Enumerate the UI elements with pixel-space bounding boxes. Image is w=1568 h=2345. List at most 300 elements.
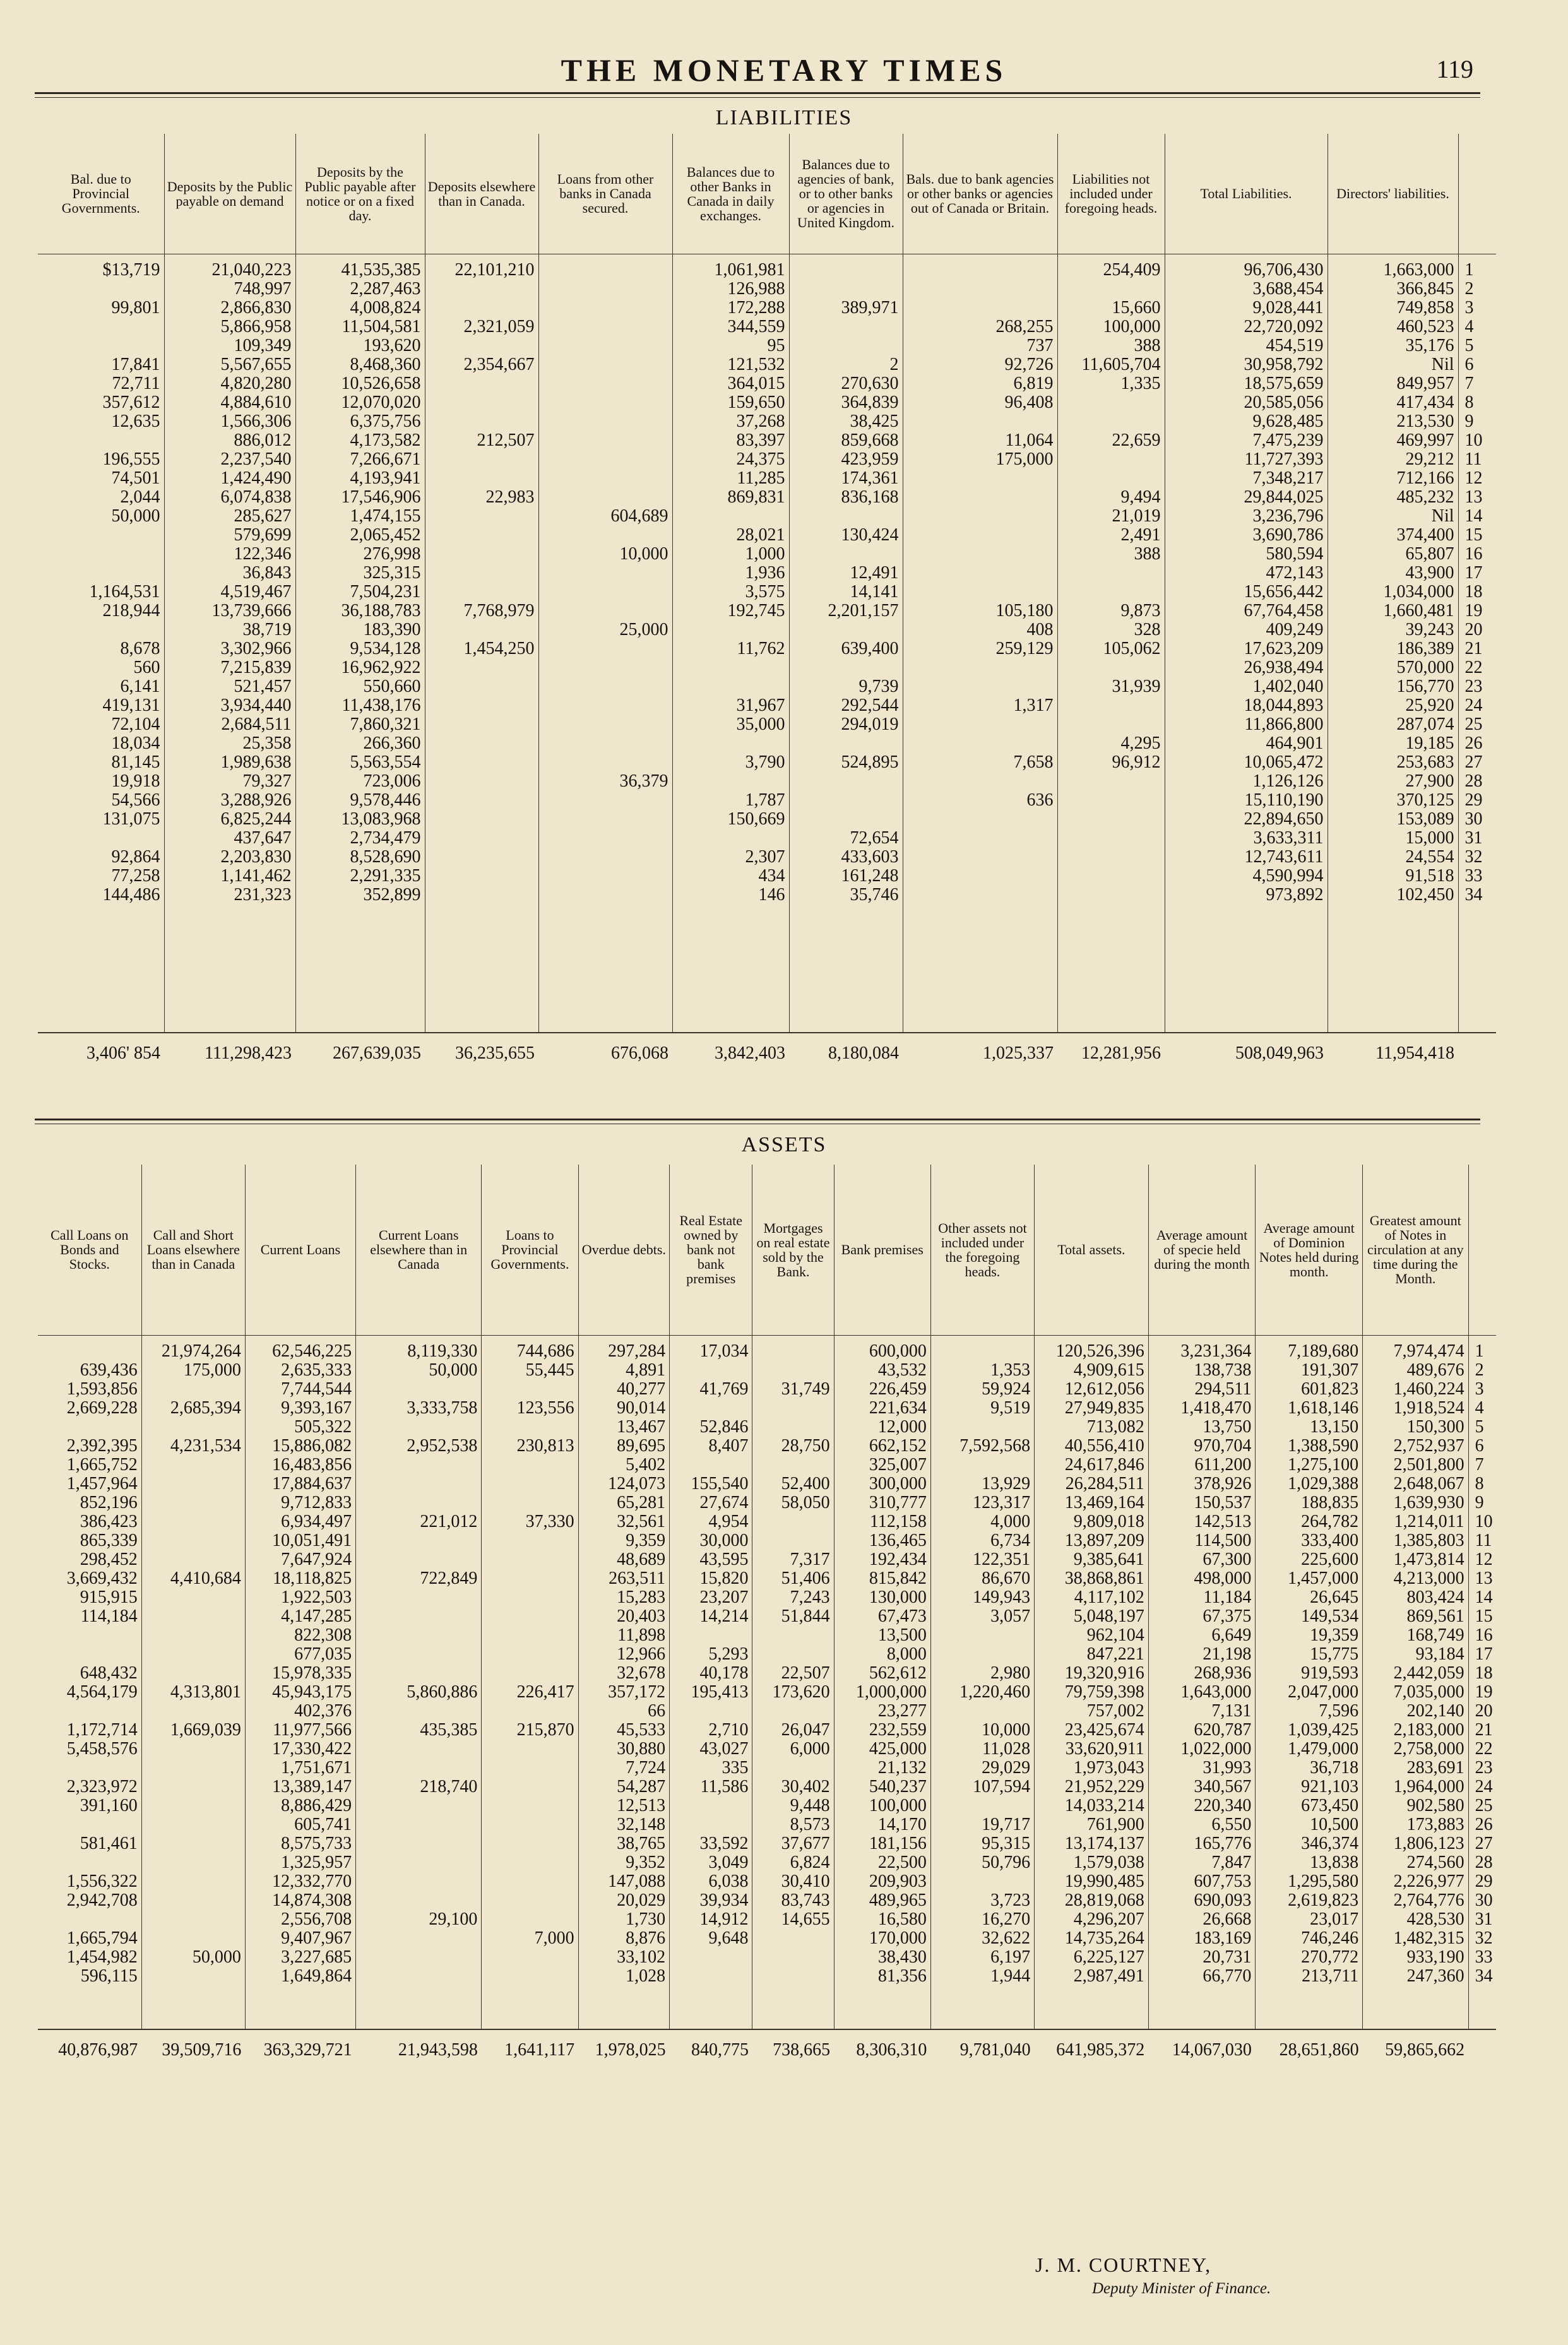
liabilities-cell bbox=[428, 526, 535, 545]
liabilities-cell: 4,884,610 bbox=[220, 392, 292, 412]
assets-cell: 5,048,197 bbox=[1073, 1606, 1144, 1626]
liabilities-column-header: Deposits by the Public payable after notice or on a fixed day. bbox=[295, 134, 425, 254]
assets-cell: 4,117,102 bbox=[1074, 1587, 1144, 1607]
liabilities-cell: 2,734,479 bbox=[350, 828, 421, 848]
assets-cell: 173,620 bbox=[772, 1682, 830, 1702]
assets-cell: 425,000 bbox=[869, 1738, 927, 1759]
assets-cell: 3,723 bbox=[990, 1890, 1031, 1910]
assets-cell: 13,389,147 bbox=[272, 1776, 352, 1796]
assets-cell: 13,467 bbox=[617, 1416, 666, 1437]
liabilities-cell: 4,173,582 bbox=[350, 430, 421, 450]
liabilities-cell: 150,669 bbox=[727, 809, 785, 829]
assets-cell: 7,317 bbox=[790, 1549, 830, 1569]
assets-cell: 310,777 bbox=[869, 1492, 927, 1512]
liabilities-cell bbox=[428, 810, 535, 829]
liabilities-cell: 12,635 bbox=[111, 411, 160, 431]
liabilities-cell bbox=[428, 299, 535, 318]
liabilities-cell bbox=[428, 696, 535, 715]
assets-cell: 31,993 bbox=[1203, 1757, 1252, 1778]
assets-cell bbox=[145, 1891, 241, 1910]
assets-cell: 2,556,708 bbox=[281, 1909, 352, 1929]
liabilities-cell: 20,585,056 bbox=[1244, 392, 1324, 412]
liabilities-cell: 43,900 bbox=[1405, 562, 1454, 583]
assets-cell: 16,270 bbox=[982, 1909, 1031, 1929]
assets-cell: 218,740 bbox=[420, 1776, 478, 1796]
assets-cell: 2,752,937 bbox=[1393, 1435, 1464, 1456]
liabilities-cell: 21,019 bbox=[1112, 506, 1161, 526]
liabilities-total: 508,049,963 bbox=[1165, 1033, 1327, 1074]
assets-cell: 26,047 bbox=[781, 1719, 830, 1740]
assets-cell: 215,870 bbox=[516, 1719, 574, 1740]
assets-cell: 902,580 bbox=[1406, 1795, 1464, 1815]
assets-cell: 209,903 bbox=[869, 1871, 927, 1891]
assets-cell: 29,029 bbox=[982, 1757, 1031, 1778]
assets-cell: 297,284 bbox=[608, 1341, 666, 1361]
liabilities-cell: 259,129 bbox=[995, 638, 1054, 658]
assets-cell bbox=[145, 1967, 241, 1986]
liabilities-cell: 25,358 bbox=[242, 733, 292, 753]
liabilities-row-number: 9 bbox=[1464, 411, 1474, 431]
assets-cell: 14,170 bbox=[877, 1814, 927, 1834]
assets-cell: 9,712,833 bbox=[281, 1492, 352, 1512]
liabilities-cell: 91,518 bbox=[1405, 865, 1454, 886]
liabilities-cell bbox=[428, 280, 535, 299]
liabilities-cell: 253,683 bbox=[1396, 752, 1454, 772]
assets-cell: 13,897,209 bbox=[1064, 1530, 1144, 1550]
liabilities-cell bbox=[428, 658, 535, 677]
section-rule bbox=[35, 1119, 1480, 1120]
assets-cell: 13,469,164 bbox=[1064, 1492, 1144, 1512]
liabilities-cell bbox=[542, 829, 668, 848]
liabilities-cell bbox=[906, 829, 1054, 848]
assets-cell: 142,513 bbox=[1194, 1511, 1252, 1531]
assets-cell: 21,198 bbox=[1203, 1644, 1252, 1664]
liabilities-column bbox=[1458, 254, 1496, 1033]
liabilities-cell bbox=[675, 507, 785, 526]
assets-column-header bbox=[1468, 1165, 1496, 1335]
assets-cell: 761,900 bbox=[1086, 1814, 1144, 1834]
assets-column-header: Greatest amount of Notes in circulation at any time during the Month. bbox=[1363, 1165, 1469, 1335]
assets-cell: 2,442,059 bbox=[1393, 1663, 1464, 1683]
liabilities-cell: 434 bbox=[758, 865, 785, 886]
liabilities-cell bbox=[428, 620, 535, 639]
assets-cell: 66 bbox=[648, 1701, 666, 1721]
liabilities-cell bbox=[1060, 867, 1161, 886]
assets-cell bbox=[484, 1626, 574, 1645]
assets-cell: 114,184 bbox=[80, 1606, 138, 1626]
assets-cell: 11,898 bbox=[617, 1625, 666, 1645]
assets-cell: 8,407 bbox=[708, 1435, 749, 1456]
liabilities-cell: 15,000 bbox=[1405, 828, 1454, 848]
assets-row-number: 34 bbox=[1475, 1966, 1493, 1986]
assets-cell: 43,595 bbox=[699, 1549, 749, 1569]
assets-cell bbox=[359, 1929, 477, 1948]
assets-cell bbox=[672, 1967, 748, 1986]
liabilities-cell: 156,770 bbox=[1396, 676, 1454, 696]
liabilities-cell: 1,000 bbox=[745, 543, 785, 564]
liabilities-column bbox=[295, 254, 425, 1033]
liabilities-row-number: 19 bbox=[1464, 600, 1483, 620]
assets-cell: 6,225,127 bbox=[1073, 1947, 1144, 1967]
assets-table bbox=[38, 1165, 1496, 2070]
assets-row-number: 27 bbox=[1475, 1833, 1493, 1853]
liabilities-total bbox=[1458, 1033, 1496, 1074]
liabilities-cell bbox=[542, 412, 668, 431]
liabilities-cell bbox=[1060, 583, 1161, 602]
liabilities-cell: 79,327 bbox=[242, 771, 292, 791]
assets-cell bbox=[359, 1607, 477, 1626]
assets-cell: 9,393,167 bbox=[281, 1398, 352, 1418]
assets-cell: 757,002 bbox=[1086, 1701, 1144, 1721]
liabilities-cell bbox=[542, 583, 668, 602]
liabilities-total: 111,298,423 bbox=[164, 1033, 295, 1074]
assets-cell: 32,678 bbox=[617, 1663, 666, 1683]
assets-cell bbox=[145, 1512, 241, 1531]
assets-cell bbox=[484, 1967, 574, 1986]
liabilities-cell: 54,566 bbox=[111, 790, 160, 810]
liabilities-cell: 2,491 bbox=[1120, 525, 1161, 545]
liabilities-cell: 639,400 bbox=[841, 638, 899, 658]
assets-cell: 3,333,758 bbox=[407, 1398, 478, 1418]
liabilities-cell: 570,000 bbox=[1396, 657, 1454, 677]
liabilities-cell: 99,801 bbox=[111, 297, 160, 318]
assets-cell: 120,526,396 bbox=[1055, 1341, 1144, 1361]
assets-cell: 19,717 bbox=[982, 1814, 1031, 1834]
assets-column bbox=[834, 1335, 930, 2029]
assets-cell bbox=[484, 1645, 574, 1664]
assets-cell: 1,029,388 bbox=[1288, 1473, 1359, 1493]
liabilities-cell bbox=[542, 734, 668, 753]
assets-total: 1,641,117 bbox=[482, 2029, 578, 2070]
liabilities-cell: 4,590,994 bbox=[1252, 865, 1324, 886]
assets-cell: 39,934 bbox=[699, 1890, 749, 1910]
assets-cell: 1,918,524 bbox=[1393, 1398, 1464, 1418]
liabilities-cell bbox=[542, 658, 668, 677]
liabilities-cell bbox=[428, 772, 535, 791]
assets-cell bbox=[755, 1929, 829, 1948]
assets-cell bbox=[755, 1531, 829, 1550]
assets-cell: 16,580 bbox=[877, 1909, 927, 1929]
assets-total: 641,985,372 bbox=[1035, 2029, 1149, 2070]
liabilities-row-number: 27 bbox=[1464, 752, 1483, 772]
assets-cell bbox=[672, 1815, 748, 1834]
assets-row-number: 32 bbox=[1475, 1928, 1493, 1948]
assets-row-number: 12 bbox=[1475, 1549, 1493, 1569]
assets-cell: 562,612 bbox=[869, 1663, 927, 1683]
assets-cell: 40,556,410 bbox=[1064, 1435, 1144, 1456]
liabilities-cell: 464,901 bbox=[1266, 733, 1324, 753]
liabilities-cell: 11,727,393 bbox=[1244, 449, 1324, 469]
assets-row-number: 29 bbox=[1475, 1871, 1493, 1891]
assets-cell: 1,618,146 bbox=[1288, 1398, 1359, 1418]
liabilities-cell bbox=[1060, 810, 1161, 829]
liabilities-cell: 159,650 bbox=[727, 392, 785, 412]
assets-cell bbox=[145, 1702, 241, 1721]
liabilities-cell bbox=[40, 545, 160, 564]
liabilities-cell: 15,660 bbox=[1112, 297, 1161, 318]
assets-cell: 1,172,714 bbox=[66, 1719, 138, 1740]
liabilities-total: 8,180,084 bbox=[789, 1033, 903, 1074]
assets-cell bbox=[934, 1342, 1030, 1361]
liabilities-cell: Nil bbox=[1431, 354, 1454, 374]
assets-cell: 1,460,224 bbox=[1393, 1379, 1464, 1399]
assets-cell: 1,454,982 bbox=[66, 1947, 138, 1967]
assets-cell bbox=[359, 1550, 477, 1569]
liabilities-cell: 4,519,467 bbox=[220, 581, 292, 602]
assets-row-number: 19 bbox=[1475, 1682, 1493, 1702]
assets-row-number: 20 bbox=[1475, 1701, 1493, 1721]
liabilities-cell: 344,559 bbox=[727, 316, 785, 336]
liabilities-cell: 81,145 bbox=[111, 752, 160, 772]
liabilities-cell: 4,193,941 bbox=[350, 468, 421, 488]
assets-row-number: 11 bbox=[1475, 1530, 1492, 1550]
liabilities-cell: 175,000 bbox=[995, 449, 1054, 469]
liabilities-total: 1,025,337 bbox=[903, 1033, 1057, 1074]
assets-cell: 677,035 bbox=[294, 1644, 352, 1664]
assets-cell: 2,758,000 bbox=[1393, 1738, 1464, 1759]
assets-cell: 147,088 bbox=[608, 1871, 666, 1891]
assets-cell bbox=[359, 1456, 477, 1475]
assets-cell: 83,743 bbox=[781, 1890, 830, 1910]
assets-cell: 65,281 bbox=[617, 1492, 666, 1512]
assets-cell: 2,987,491 bbox=[1073, 1966, 1144, 1986]
assets-cell: 2,392,395 bbox=[66, 1435, 138, 1456]
liabilities-cell: 1,034,000 bbox=[1383, 581, 1454, 602]
liabilities-cell: 19,185 bbox=[1405, 733, 1454, 753]
assets-cell: 1,973,043 bbox=[1073, 1757, 1144, 1778]
liabilities-row-number: 4 bbox=[1464, 316, 1474, 336]
assets-cell: 12,332,770 bbox=[272, 1871, 352, 1891]
assets-cell: 7,243 bbox=[790, 1587, 830, 1607]
assets-cell bbox=[484, 1778, 574, 1796]
liabilities-cell bbox=[1060, 658, 1161, 677]
assets-cell bbox=[755, 1759, 829, 1778]
liabilities-cell bbox=[675, 677, 785, 696]
assets-cell: 1,295,580 bbox=[1288, 1871, 1359, 1891]
liabilities-cell: 287,074 bbox=[1396, 714, 1454, 734]
assets-cell: 268,936 bbox=[1194, 1663, 1252, 1683]
liabilities-cell: 849,957 bbox=[1396, 373, 1454, 393]
assets-row-number: 18 bbox=[1475, 1663, 1493, 1683]
assets-cell: 3,057 bbox=[990, 1606, 1031, 1626]
assets-cell: 325,007 bbox=[869, 1454, 927, 1475]
liabilities-total: 267,639,035 bbox=[295, 1033, 425, 1074]
assets-cell: 15,283 bbox=[617, 1587, 666, 1607]
assets-cell: 168,749 bbox=[1406, 1625, 1464, 1645]
assets-cell: 2,685,394 bbox=[170, 1398, 241, 1418]
liabilities-cell bbox=[428, 507, 535, 526]
assets-cell: 93,184 bbox=[1415, 1644, 1464, 1664]
assets-cell: 123,556 bbox=[516, 1398, 574, 1418]
liabilities-row-number: 30 bbox=[1464, 809, 1483, 829]
liabilities-cell: 454,519 bbox=[1266, 335, 1324, 355]
liabilities-cell: 560 bbox=[133, 657, 160, 677]
assets-cell: 11,028 bbox=[982, 1738, 1031, 1759]
assets-cell: 13,174,137 bbox=[1064, 1833, 1144, 1853]
assets-cell: 915,915 bbox=[80, 1587, 138, 1607]
assets-cell bbox=[359, 1418, 477, 1437]
liabilities-cell: 579,699 bbox=[234, 525, 292, 545]
assets-cell: 2,619,823 bbox=[1288, 1890, 1359, 1910]
assets-cell: 2,669,228 bbox=[66, 1398, 138, 1418]
assets-cell: 746,246 bbox=[1301, 1928, 1359, 1948]
assets-row-number: 33 bbox=[1475, 1947, 1493, 1967]
assets-cell: 2,501,800 bbox=[1393, 1454, 1464, 1475]
liabilities-cell bbox=[542, 526, 668, 545]
assets-cell: 138,738 bbox=[1194, 1360, 1252, 1380]
assets-cell bbox=[359, 1759, 477, 1778]
assets-cell: 2,226,977 bbox=[1393, 1871, 1464, 1891]
assets-cell bbox=[934, 1645, 1030, 1664]
liabilities-cell: 50,000 bbox=[111, 506, 160, 526]
assets-cell: 10,000 bbox=[982, 1719, 1031, 1740]
assets-cell bbox=[145, 1796, 241, 1815]
liabilities-cell: 1,660,481 bbox=[1383, 600, 1454, 620]
liabilities-cell bbox=[428, 564, 535, 583]
liabilities-column bbox=[789, 254, 903, 1033]
assets-cell: 1,022,000 bbox=[1180, 1738, 1252, 1759]
assets-cell: 6,000 bbox=[790, 1738, 830, 1759]
assets-cell: 2,648,067 bbox=[1393, 1473, 1464, 1493]
liabilities-row-number: 18 bbox=[1464, 581, 1483, 602]
assets-cell: 6,824 bbox=[790, 1852, 830, 1872]
assets-cell bbox=[359, 1664, 477, 1683]
assets-cell: 6,649 bbox=[1211, 1625, 1252, 1645]
liabilities-cell: 35,176 bbox=[1405, 335, 1454, 355]
assets-cell: 50,000 bbox=[429, 1360, 478, 1380]
liabilities-cell: 3,934,440 bbox=[220, 695, 292, 715]
assets-cell: 9,359 bbox=[626, 1530, 666, 1550]
liabilities-cell: 121,532 bbox=[727, 354, 785, 374]
assets-cell: 15,775 bbox=[1310, 1644, 1359, 1664]
assets-cell: 4,891 bbox=[626, 1360, 666, 1380]
liabilities-cell: 292,544 bbox=[841, 695, 899, 715]
liabilities-column-header bbox=[1458, 134, 1496, 254]
assets-cell: 1,730 bbox=[626, 1909, 666, 1929]
liabilities-cell: 7,215,839 bbox=[220, 657, 292, 677]
liabilities-cell bbox=[792, 545, 899, 564]
liabilities-cell: 92,726 bbox=[1004, 354, 1054, 374]
liabilities-cell bbox=[428, 393, 535, 412]
assets-cell: 1,039,425 bbox=[1288, 1719, 1359, 1740]
assets-cell: 435,385 bbox=[420, 1719, 478, 1740]
liabilities-cell: 65,807 bbox=[1405, 543, 1454, 564]
liabilities-cell bbox=[1060, 829, 1161, 848]
assets-column bbox=[1148, 1335, 1256, 2029]
assets-cell bbox=[359, 1475, 477, 1493]
assets-row-number: 9 bbox=[1475, 1492, 1484, 1512]
assets-cell: 114,500 bbox=[1194, 1530, 1252, 1550]
assets-cell: 13,838 bbox=[1310, 1852, 1359, 1872]
assets-cell: 226,417 bbox=[516, 1682, 574, 1702]
assets-cell: 1,220,460 bbox=[959, 1682, 1031, 1702]
assets-cell: 2,183,000 bbox=[1393, 1719, 1464, 1740]
liabilities-cell bbox=[906, 526, 1054, 545]
liabilities-cell bbox=[542, 791, 668, 810]
assets-cell: 28,819,068 bbox=[1064, 1890, 1144, 1910]
liabilities-cell bbox=[792, 791, 899, 810]
assets-cell: 195,413 bbox=[691, 1682, 749, 1702]
assets-cell bbox=[40, 1815, 138, 1834]
assets-cell bbox=[359, 1872, 477, 1891]
assets-cell: 32,622 bbox=[982, 1928, 1031, 1948]
assets-cell: 1,000,000 bbox=[855, 1682, 927, 1702]
liabilities-cell: 26,938,494 bbox=[1244, 657, 1324, 677]
assets-cell: 59,924 bbox=[982, 1379, 1031, 1399]
assets-row-number: 1 bbox=[1475, 1341, 1484, 1361]
assets-cell bbox=[672, 1456, 748, 1475]
liabilities-cell: 72,104 bbox=[111, 714, 160, 734]
assets-cell: 62,546,225 bbox=[272, 1341, 352, 1361]
assets-cell bbox=[145, 1929, 241, 1948]
assets-total: 28,651,860 bbox=[1256, 2029, 1363, 2070]
liabilities-cell bbox=[542, 280, 668, 299]
liabilities-cell bbox=[40, 829, 160, 848]
assets-cell: 333,400 bbox=[1301, 1530, 1359, 1550]
assets-cell: 648,432 bbox=[80, 1663, 138, 1683]
liabilities-cell: 172,288 bbox=[727, 297, 785, 318]
assets-cell bbox=[40, 1759, 138, 1778]
assets-cell bbox=[359, 1948, 477, 1967]
assets-cell: 22,507 bbox=[781, 1663, 830, 1683]
assets-cell: 130,000 bbox=[869, 1587, 927, 1607]
assets-cell: 23,425,674 bbox=[1064, 1719, 1144, 1740]
liabilities-column-header: Deposits elsewhere than in Canada. bbox=[425, 134, 538, 254]
assets-cell bbox=[755, 1645, 829, 1664]
assets-cell: 7,000 bbox=[534, 1928, 574, 1948]
liabilities-cell: 19,918 bbox=[111, 771, 160, 791]
liabilities-column bbox=[1327, 254, 1458, 1033]
assets-total: 14,067,030 bbox=[1148, 2029, 1256, 2070]
liabilities-cell: 485,232 bbox=[1396, 487, 1454, 507]
assets-cell: 27,674 bbox=[699, 1492, 749, 1512]
assets-cell: 89,695 bbox=[617, 1435, 666, 1456]
assets-cell bbox=[145, 1380, 241, 1399]
assets-cell: 283,691 bbox=[1406, 1757, 1464, 1778]
liabilities-cell bbox=[792, 810, 899, 829]
liabilities-cell bbox=[40, 564, 160, 583]
assets-total: 40,876,987 bbox=[38, 2029, 141, 2070]
liabilities-cell: 2,684,511 bbox=[221, 714, 292, 734]
liabilities-cell: 2,065,452 bbox=[350, 525, 421, 545]
assets-cell: 1,325,957 bbox=[281, 1852, 352, 1872]
assets-cell: 3,049 bbox=[708, 1852, 749, 1872]
assets-cell: 50,000 bbox=[192, 1947, 241, 1967]
liabilities-cell: 213,530 bbox=[1396, 411, 1454, 431]
assets-cell: 1,806,123 bbox=[1393, 1833, 1464, 1853]
assets-column bbox=[1035, 1335, 1149, 2029]
liabilities-cell bbox=[542, 886, 668, 905]
liabilities-cell: 836,168 bbox=[841, 487, 899, 507]
assets-cell: 17,884,637 bbox=[272, 1473, 352, 1493]
assets-cell bbox=[934, 1456, 1030, 1475]
liabilities-table bbox=[38, 134, 1496, 1074]
liabilities-column-header: Deposits by the Public payable on demand bbox=[164, 134, 295, 254]
assets-cell: 26,668 bbox=[1203, 1909, 1252, 1929]
liabilities-cell bbox=[906, 545, 1054, 564]
liabilities-cell bbox=[906, 867, 1054, 886]
assets-cell: 9,352 bbox=[626, 1852, 666, 1872]
liabilities-cell: 869,831 bbox=[727, 487, 785, 507]
assets-cell: 221,012 bbox=[420, 1511, 478, 1531]
liabilities-cell bbox=[906, 564, 1054, 583]
liabilities-cell: 11,438,176 bbox=[342, 695, 421, 715]
liabilities-cell: 3,688,454 bbox=[1252, 278, 1324, 299]
liabilities-cell: 328 bbox=[1134, 619, 1161, 639]
assets-cell: 1,922,503 bbox=[281, 1587, 352, 1607]
assets-cell: 744,686 bbox=[516, 1341, 574, 1361]
liabilities-cell: 364,839 bbox=[841, 392, 899, 412]
